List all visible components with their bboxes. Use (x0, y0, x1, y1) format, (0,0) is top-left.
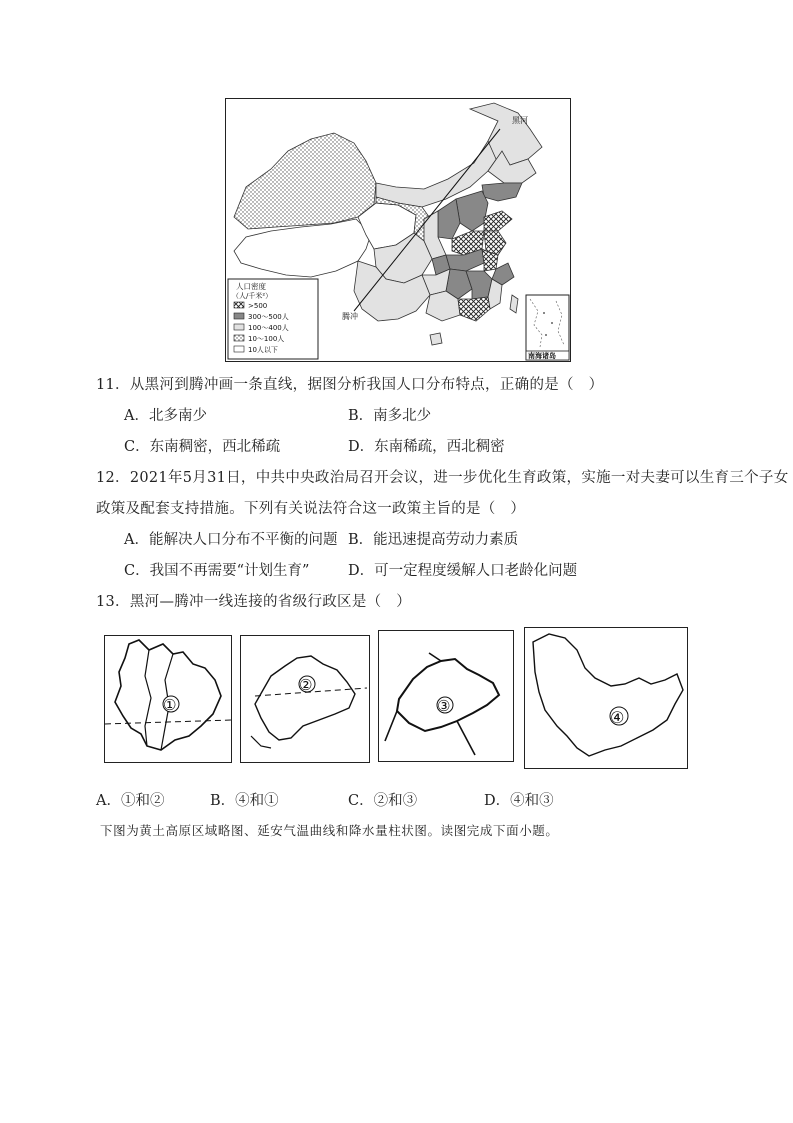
q13-option-b[interactable]: B．④和① (210, 793, 279, 809)
q13-option-a[interactable]: A．①和② (96, 793, 165, 809)
province-panel-2 (240, 635, 370, 763)
region-taiwan (510, 295, 518, 313)
legend-unit: （人/千米²） (232, 292, 273, 300)
map-legend (228, 279, 318, 359)
q13-option-c[interactable]: C．②和③ (348, 793, 418, 809)
legend-title: 人口密度 (236, 282, 266, 291)
province-panel-3 (378, 630, 514, 762)
legend-item-label: >500 (248, 302, 268, 310)
region-guangdong (458, 297, 490, 321)
region-shandong (484, 211, 512, 231)
tengchong-label: 腾冲 (342, 312, 358, 321)
legend-item-label: 100～400人 (248, 324, 289, 332)
panel-1-label: ① (163, 696, 177, 714)
population-density-map (225, 98, 571, 362)
question-12-stem-line2: 政策及配套支持措施。下列有关说法符合这一政策主旨的是（ ） (96, 501, 526, 517)
question-13-stem: 13．黑河—腾冲一线连接的省级行政区是（ ） (96, 594, 412, 610)
province-panel-4 (524, 627, 688, 769)
question-11-stem: 11．从黑河到腾冲画一条直线，据图分析我国人口分布特点，正确的是（ ） (96, 377, 604, 393)
legend-item-label: 10～100人 (248, 335, 285, 343)
legend-item-label: 10人以下 (248, 346, 278, 354)
region-liaoning (482, 183, 522, 201)
region-shanxi (438, 199, 460, 239)
panel-3-label: ③ (437, 697, 451, 715)
q12-option-b[interactable]: B．能迅速提高劳动力素质 (348, 532, 519, 548)
q13-option-d[interactable]: D．④和③ (484, 793, 554, 809)
region-xinjiang (234, 133, 376, 229)
q11-option-a[interactable]: A．北多南少 (124, 408, 207, 424)
south-sea-inset (526, 295, 569, 360)
legend-item-label: 300～500人 (248, 313, 289, 321)
question-12-stem-line1: 12．2021年5月31日，中共中央政治局召开会议，进一步优化生育政策，实施一对夫妻可以生育三个子女 (96, 470, 789, 486)
panel-2-label: ② (299, 676, 313, 694)
section-note: 下图为黄土高原区域略图、延安气温曲线和降水量柱状图。读图完成下面小题。 (100, 823, 559, 838)
q12-option-d[interactable]: D．可一定程度缓解人口老龄化问题 (348, 563, 578, 579)
q12-option-c[interactable]: C．我国不再需要“计划生育” (124, 563, 310, 579)
q11-option-c[interactable]: C．东南稠密，西北稀疏 (124, 439, 281, 455)
china-map-drawing (226, 99, 570, 361)
q11-option-d[interactable]: D．东南稀疏，西北稠密 (348, 439, 505, 455)
inset-label: 南海诸岛 (528, 352, 556, 360)
region-hainan (430, 333, 442, 345)
q11-option-b[interactable]: B．南多北少 (348, 408, 432, 424)
province-panel-1 (104, 635, 232, 763)
heihe-label: 黑河 (512, 116, 528, 125)
panel-4-label: ④ (610, 708, 625, 727)
q12-option-a[interactable]: A．能解决人口分布不平衡的问题 (124, 532, 338, 548)
region-hebei (456, 191, 488, 231)
